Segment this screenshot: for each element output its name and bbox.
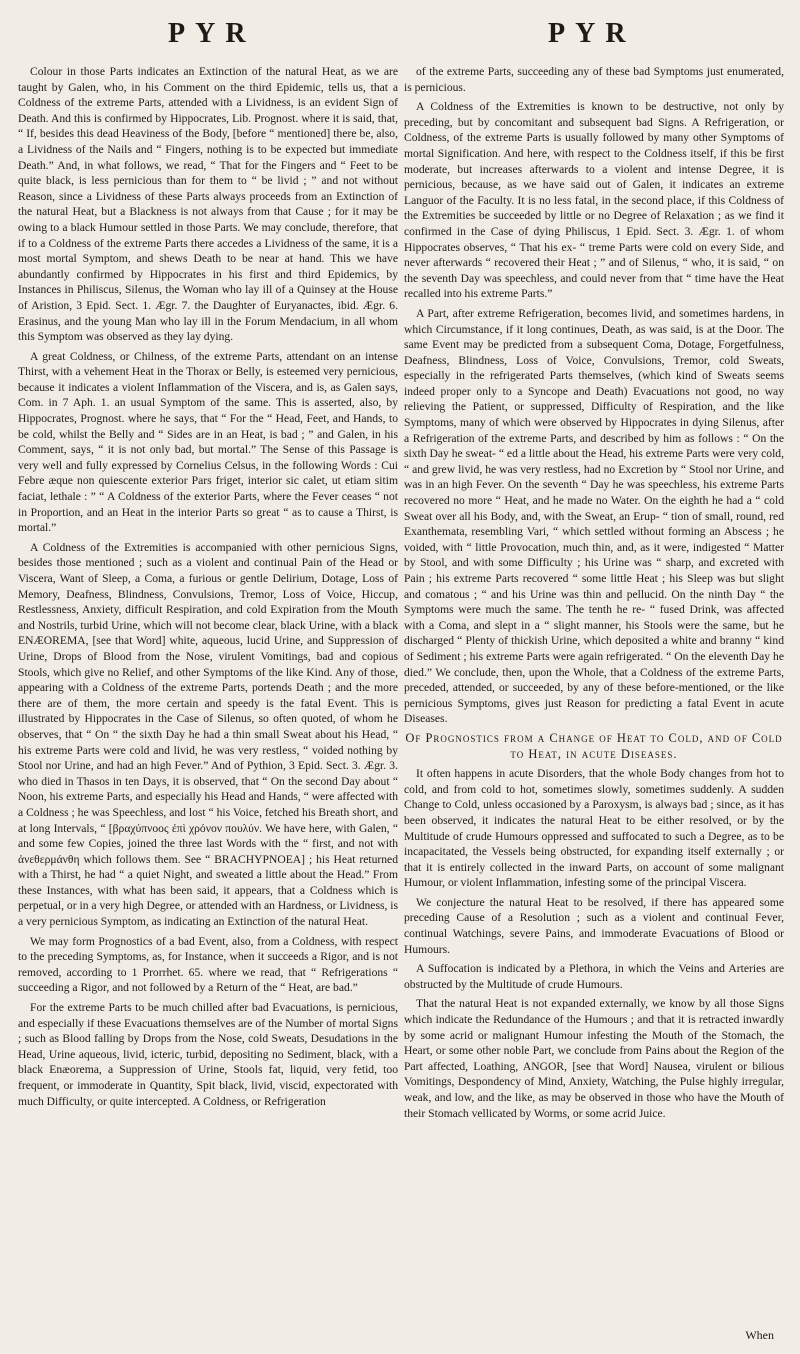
catchword: When: [745, 1328, 774, 1342]
paragraph: We conjecture the natural Heat to be resolved, if there has appeared some preceding Cause of a Resolution ; such as a violent and continual Fever, continual Watchings, severe Pains, and immoderate Evacuations of Blood or Humours.: [404, 895, 784, 956]
paragraph: For the extreme Parts to be much chilled after bad Evacuations, is pernicious, and especially if these Evacuations themselves are of the Number of mortal Signs ; such as Blood falling by Drops from the Nose, cold Sweats, Desudations in the Head, Urine aqueous, livid, icteric, turbid, depositing no Sediment, black, with a black Enæorema, a Suppression of Urine, Stools fat, liquid, very fetid, too frequent, or immoderate in Quantity, Spit black, livid, viscid, expectorated with much Difficulty, or quite intercepted. A Coldness, or Refrigeration: [18, 1001, 398, 1108]
running-header-left: PYR: [168, 18, 256, 49]
paragraph: That the natural Heat is not expanded externally, we know by all those Signs which indicate the Redundance of the Humours ; and that it is retracted inwardly by some acrid or malignant Humour infesting the Mouth of the Stomach, the Heart, or some other noble Part, we conclude from Pains about the Region of the Part affected, Loathing, ANGOR, [see that Word] Nausea, virulent or bilious Vomitings, Despondency of Mind, Anxiety, Watching, the Pulse highly irregular, weak, and low, and the like, as may be observed in those who have the Mouth of their Stomach vellicated by Worms, or some acrid Juice.: [404, 997, 784, 1120]
paragraph: A Suffocation is indicated by a Plethora, in which the Veins and Arteries are obstructed by the Multitude of crude Humours.: [404, 962, 784, 991]
paragraph: It often happens in acute Disorders, that the whole Body changes from hot to cold, and from cold to hot, sometimes slowly, sometimes suddenly. A sudden Change to Cold, unless occasioned by a Paroxysm, is always bad ; since, as it has been observed, it indicates the natural Heat to be either resolved, or by the Multitude of crude Humours oppressed and suffocated to such a Degree, as to be incapacitated, the Vessels being obstructed, for expanding itself externally ; or that it is entirely collected in the inward Parts, on account of some malignant Humour, or violent Inflammation, infesting some of the principal Viscera.: [404, 767, 784, 890]
running-header-right: PYR: [548, 18, 636, 49]
paragraph: We may form Prognostics of a bad Event, also, from a Coldness, with respect to the preceding Symptoms, as, for Instance, when it succeeds a Rigor, and is not removed, according to 1 Prorrhet. 65. where we read, that “ Refrigerations “ succeeding a Rigor, and not followed by a Return of the “ Heat, are bad.”: [18, 934, 398, 995]
paragraph: Colour in those Parts indicates an Extinction of the natural Heat, as we are taught by Galen, who, in his Comment on the third Epidemic, tells us, that a Coldness of the extreme Parts, attended with a Lividness, is an evident Sign of Death. And this is confirmed by Hippocrates, Lib. Prognost. where it is said, that, “ If, besides this dead Heaviness of the Body, [before “ mentioned] there be, also, a Lividness of the Nails and “ Fingers, nothing is to be expected but immediate Death.” And, in what follows, we read, “ That for the Fingers and “ Feet to be quite black, is less pernicious than for them to “ be livid ; ” and not without Reason, since a Lividness of these Parts always proceeds from an Extinction of the natural Heat, but a Blackness is not always from that Cause ; for it may be owing to a black Humour settled in those Parts. We may conclude, therefore, that if to a Coldness of the extreme Parts there accedes a Lividness of the same, it is a most mortal Symptom, and shews Death to be near at hand. This we have abundantly confirmed by Hippocrates in his first and third Epidemics, by Instances in Philiscus, Silenus, the Woman who lay ill of a Quinsey at the House of Aristion, 3 Epid. Sect. 1. Ægr. 7. the Daughter of Euryanactes, ibid. Ægr. 6. Erasinus, and the young Man who lay ill in the Forum Mendacium, in all whom this Symptom was observed as they lay dying.: [18, 65, 398, 344]
paragraph: of the extreme Parts, succeeding any of these bad Symptoms just enumerated, is pernicious.: [404, 65, 784, 94]
paragraph: A Coldness of the Extremities is known to be destructive, not only by preceding, but by concomitant and subsequent bad Signs. A Refrigeration, or Coldness, of the extreme Parts is usually followed by many other Symptoms of mortal Signification. And here, with respect to the Coldness itself, if this be first moderate, but increases afterwards to a violent and intense Degree, it is pernicious, because, as we have said out of Galen, it indicates an extreme Languor of the Faculty. It is no less fatal, in the second place, if this Coldness of the Extremities be succeeded by little or no Degree of Relaxation ; as we find it confirmed in the Case of dying Philiscus, 1 Epid. Sect. 3. Ægr. 1. of whom Hippocrates observes, “ That his ex- “ treme Parts were cold on every Side, and never afterwards “ recovered their Heat ; ” and of Silenus, “ who, it is said, “ on the seventh Day was speechless, and could never from that “ time have the Heat recalled into his extreme Parts.”: [404, 100, 784, 301]
section-heading: Of Prognostics from a Change of Heat to Cold, and of Cold to Heat, in acute Diseases.: [405, 730, 783, 761]
running-headers: [0, 18, 800, 58]
left-column: [18, 64, 398, 1344]
paragraph: A Part, after extreme Refrigeration, becomes livid, and sometimes hardens, in which Circumstance, if it long continues, Death, as was said, is at the Door. The same Event may be predicted from a subsequent Coma, Dotage, Forgetfulness, Deafness, Blindness, Loss of Voice, Convulsions, Tremor, cold Sweats, especially in the refrigerated Parts themselves, (which kind of Sweats seems indeed proper only to a Syncope and Death) Evacuations not good, no way relieving the Patient, or suppressed, Difficulty of Respiration, and the like Symptoms, many of which were observed by Hippocrates in dying Silenus, after a Refrigeration of the extreme Parts, and described by him as follows : “ On the sixth Day he sweat- “ ed a little about the Head, his extreme Parts were very cold, “ and grew livid, he was very restless, had no Excretion by “ Stool nor Urine, and was in an high Fever. On the seventh “ Day he was speechless, his extreme Parts recovered no more “ Heat, and he made no Water. On the eighth he had a “ cold Sweat over all his Body, and, with the Sweat, an Erup- “ tion of small, round, red Exanthemata, resembling Vari, “ which settled without forming an Abscess ; he voided, with “ little Provocation, much thin, and, as it were, indigested “ Matter by Stool, and with some Difficulty ; his Urine was “ sharp, and excreted with Pain ; his extreme Parts recovered “ some little Heat ; his Sleep was but slight and comatous ; “ and his Urine was thin and pellucid. On the ninth Day “ the Symptoms were much the same. The tenth he re- “ fused Drink, was affected with a Coma, and slept in a “ slight manner, his Stools were the same, but he discharged “ Plenty of thickish Urine, which deposited a white and branny “ kind of Sediment ; his extreme Parts were again refrigerated. “ On the eleventh Day he died.” We conclude, then, upon the Whole, that a Coldness of the extreme Parts, preceded, attended, or succeeded, by any of these before-mentioned, or the like pernicious Symptoms, gives just Reason for predicting a fatal Event in acute Diseases.: [404, 306, 784, 726]
right-column: [404, 64, 784, 1344]
paragraph: A great Coldness, or Chilness, of the extreme Parts, attendant on an intense Thirst, with a vehement Heat in the Thorax or Belly, is esteemed very pernicious, because it indicates a violent Inflammation of the Viscera, and is, as Galen says, Com. in 7 Aph. 1. an usual Symptom of the same. This is asserted, also, by Hippocrates, Prognost. where he says, that “ For the “ Head, Feet, and Hands, to be cold, whilst the Belly and “ Sides are in an Heat, is bad ; ” and Galen, in his Comment, says, “ it is not only bad, but mortal.” The Sense of this Passage is very well and fully expressed by Cornelius Celsus, in the following Words : Cui Febre æque non quiescente exterior Pars friget, interior sic calet, ut etiam sitim faciat, lethale : ” “ A Coldness of the exterior Parts, where the Fever ceases “ not in Proportion, and an Heat in the interior Parts so great “ as to cause a Thirst, is mortal.”: [18, 349, 398, 535]
paragraph: A Coldness of the Extremities is accompanied with other pernicious Signs, besides those mentioned ; such as a violent and continual Pain of the Head or Viscera, Want of Sleep, a Coma, a furious or gentle Delirium, Dotage, Loss of Memory, Deafness, Blindness, Convulsions, Tremor, Loss of Voice, Hiccup, Restlessness, Anxiety, difficult Respiration, and cold Expiration from the Mouth and Nostrils, turbid Urine, which will not become clear, black Urine, with a black ENÆOREMA, [see that Word] white, aqueous, lucid Urine, and Suppression of Urine, Drops of Blood from the Nose, virulent Vomitings, bad and copious Stools, which give no Relief, and other Symptoms of the like Kind. Any of those, appearing with a Coldness of the extreme Parts, portends Death ; and the more there are of them, the more certain and speedy is the fatal Event. This is illustrated by Hippocrates in the Case of Silenus, so often quoted, of whom he observes, that “ On “ the sixth Day he had a thin small Sweat about his Head, “ his extreme Parts were cold and livid, he was very restless, “ voided nothing by Stool nor Urine, and had an high Fever.” And of Pythion, 3 Epid. Sect. 3. Ægr. 3. who died in Thasos in ten Days, it is observed, that “ On the second Day about “ Noon, his extreme Parts, and especially his Head and Hands, “ were affected with a Coldness ; he was Speechless, and lost “ his Voice, fetched his Breath short, and at long Intervals, “ [βραχύπνοος ἐπὶ χρόνον πουλύν. We have here, with Galen, “ and some few Copies, joined the three last Words with the “ first, and not with ἀνεθερμάνθη which follows them. See “ BRACHYPNOEA] ; his Heat returned with a Thirst, he had “ a quiet Night, and sweated a little about the Head.” From these Instances, with what has been said, it appears, that a Coldness which is perpetual, or in a very high Degree, or attended with an Hardness, or Lividness, is a very pernicious Symptom, as indicating an Extinction of the natural Heat.: [18, 540, 398, 929]
